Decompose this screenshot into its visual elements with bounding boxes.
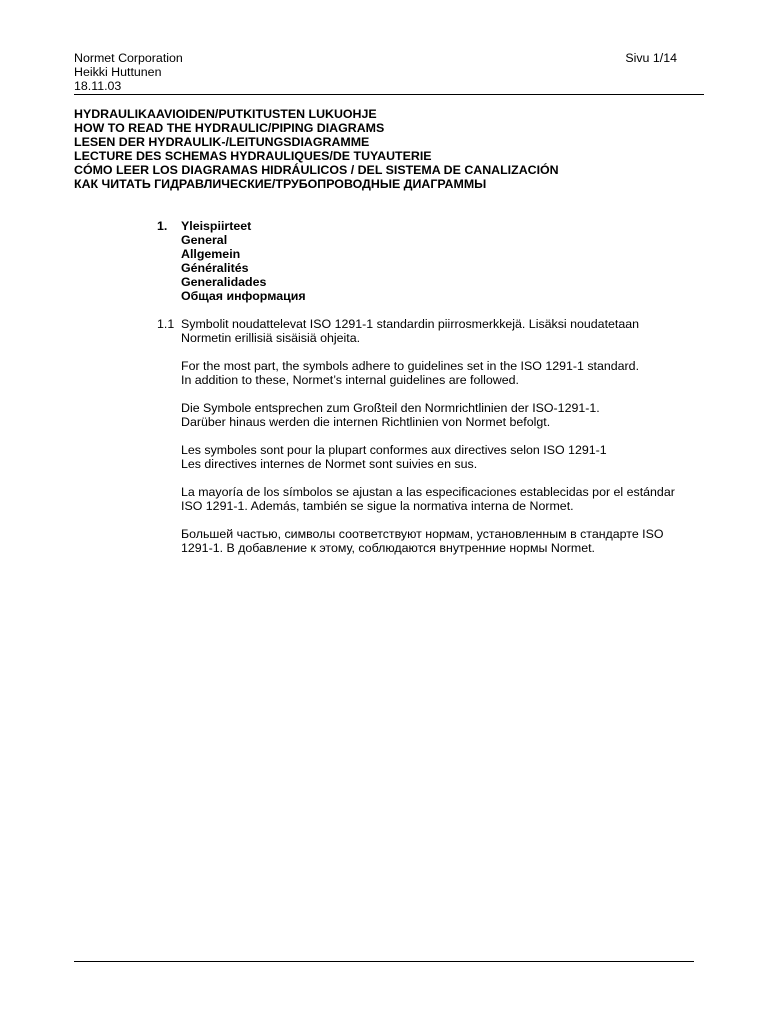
section-heading (157, 219, 717, 303)
paragraph-english (181, 359, 711, 387)
section-name-german: Allgemein (181, 247, 241, 261)
paragraph-line: Les symboles sont pour la plupart conformes aux directives selon ISO 1291-1 (181, 443, 607, 457)
paragraph-spanish (181, 485, 711, 513)
paragraph-line: Большей частью, символы соответствуют нормам, установленным в стандарте ISO (181, 527, 664, 541)
header-divider (74, 94, 704, 95)
paragraph-line: Les directives internes de Normet sont suivies en sus. (181, 457, 478, 471)
paragraph-line: For the most part, the symbols adhere to guidelines set in the ISO 1291-1 standard. (181, 359, 640, 373)
title-russian: КАК ЧИТАТЬ ГИДРАВЛИЧЕСКИЕ/ТРУБОПРОВОДНЫЕ ДИАГРАММЫ (74, 177, 487, 191)
section-name-french: Généralités (181, 261, 249, 275)
paragraph-finnish (181, 317, 711, 345)
paragraph-line: ISO 1291-1. Además, también se sigue la normativa interna de Normet. (181, 499, 574, 513)
document-titles (74, 107, 714, 191)
title-english: HOW TO READ THE HYDRAULIC/PIPING DIAGRAMS (74, 121, 385, 135)
paragraph-line: Symbolit noudattelevat ISO 1291-1 standardin piirrosmerkkejä. Lisäksi noudatetaan (181, 317, 640, 331)
title-french: LECTURE DES SCHEMAS HYDRAULIQUES/DE TUYAUTERIE (74, 149, 432, 163)
section-name-spanish: Generalidades (181, 275, 267, 289)
paragraph-line: 1291-1. В добавление к этому, соблюдаются внутренние нормы Normet. (181, 541, 595, 555)
paragraph-line: Darüber hinaus werden die internen Richtlinien von Normet befolgt. (181, 415, 551, 429)
page-header (74, 51, 704, 93)
subsection-1-1 (157, 317, 717, 569)
section-name-english: General (181, 233, 228, 247)
paragraph-french (181, 443, 711, 471)
paragraph-german (181, 401, 711, 429)
company-name: Normet Corporation (74, 51, 183, 65)
section-1 (157, 219, 717, 303)
title-spanish: CÓMO LEER LOS DIAGRAMAS HIDRÁULICOS / DEL SISTEMA DE CANALIZACIÓN (74, 163, 559, 177)
section-number: 1. (157, 219, 168, 233)
paragraph-line: La mayoría de los símbolos se ajustan a las especificaciones establecidas por el estándar (181, 485, 675, 499)
section-names (181, 219, 306, 303)
paragraph-line: Normetin erillisiä sisäisiä ohjeita. (181, 331, 361, 345)
page-number: Sivu 1/14 (625, 51, 677, 65)
subsection-paragraphs (181, 317, 711, 569)
title-finnish: HYDRAULIKAAVIOIDEN/PUTKITUSTEN LUKUOHJE (74, 107, 377, 121)
section-name-finnish: Yleispiirteet (181, 219, 252, 233)
title-german: LESEN DER HYDRAULIK-/LEITUNGSDIAGRAMME (74, 135, 370, 149)
section-name-russian: Общая информация (181, 289, 306, 303)
paragraph-line: In addition to these, Normet’s internal guidelines are followed. (181, 373, 519, 387)
paragraph-russian (181, 527, 711, 555)
author-name: Heikki Huttunen (74, 65, 162, 79)
footer-divider (74, 961, 694, 962)
subsection-number: 1.1 (157, 317, 175, 331)
document-date: 18.11.03 (74, 79, 122, 93)
paragraph-line: Die Symbole entsprechen zum Großteil den Normrichtlinien der ISO-1291-1. (181, 401, 600, 415)
